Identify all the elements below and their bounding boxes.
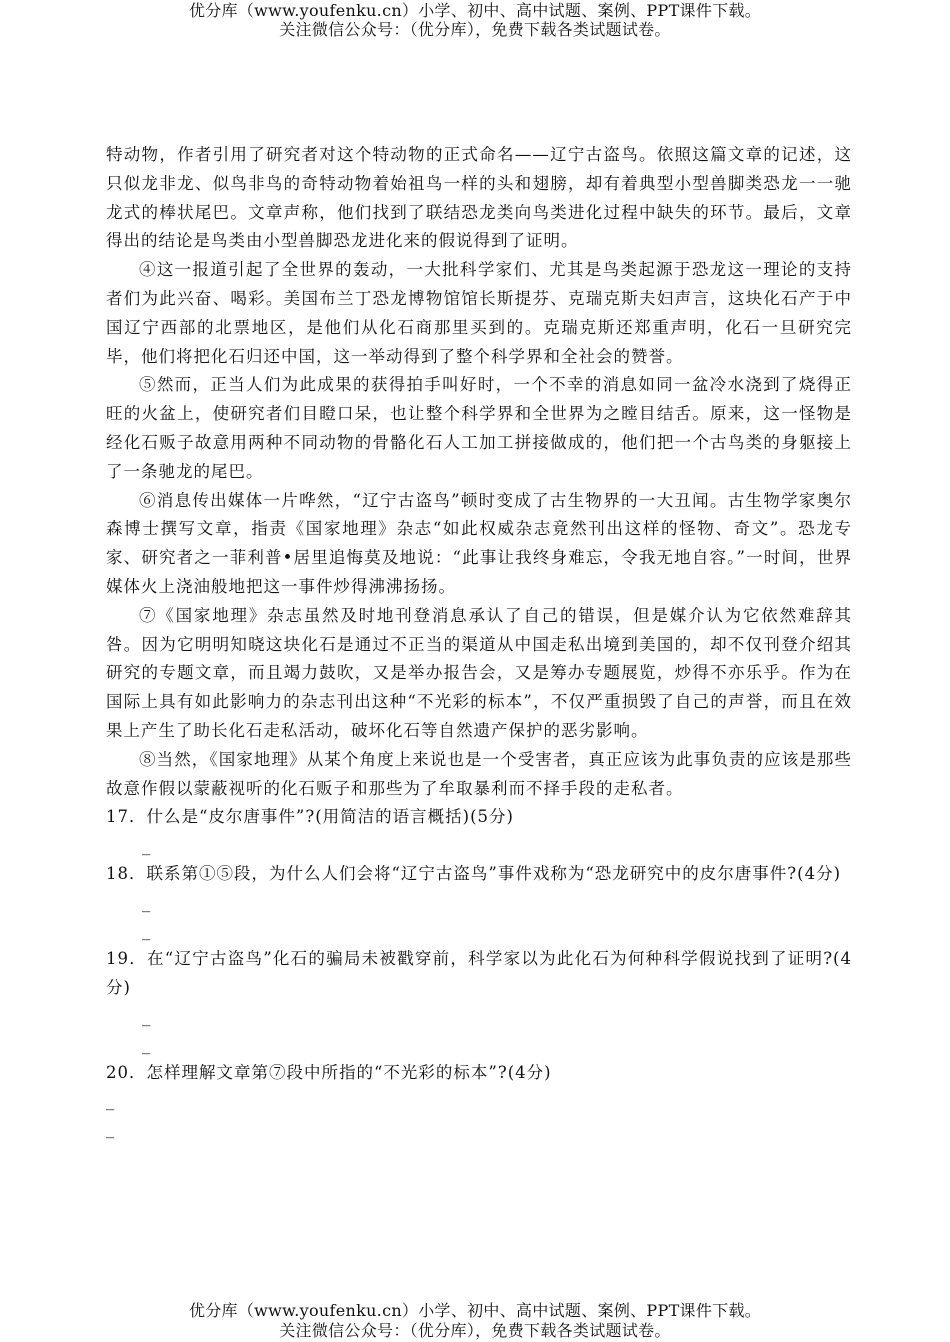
paragraph-8: ⑧当然，《国家地理》从某个角度上来说也是一个受害者，真正应该为此事负责的应该是那些故意作假以蒙蔽视听的化石贩子和那些为了牟取暴利而不择手段的走私者。 (106, 749, 852, 798)
answer-blank-19a[interactable]: _ (142, 1006, 152, 1026)
answer-blank-17[interactable]: _ (142, 836, 152, 856)
header-line-2: 关注微信公众号：（优分库），免费下载各类试题试卷。 (279, 20, 671, 39)
paragraph-5: ⑤然而，正当人们为此成果的获得拍手叫好时，一个不幸的消息如同一盆冷水浇到了烧得正旺的火盆上，使研究者们目瞪口呆，也让整个科学界和全世界为之瞠目结舌。原来，这一怪物是经化石贩子故意用两种不同动物的骨骼化石人工加工拼接做成的，他们把一个古鸟类的身躯接上了一条驰龙的尾巴。 (106, 375, 852, 481)
answer-blank-20a[interactable]: _ (106, 1091, 116, 1111)
footer-line-1: 优分库（www.youfenku.cn）小学、初中、高中试题、案例、PPT课件下载。 (188, 1301, 762, 1320)
answer-blank-18a[interactable]: _ (142, 892, 152, 912)
question-19: 19．在“辽宁古盗鸟”化石的骗局未被戳穿前，科学家以为此化石为何种科学假说找到了证明?(4分) (106, 948, 852, 997)
question-20: 20．怎样理解文章第⑦段中所指的“不光彩的标本”?(4分) (106, 1062, 552, 1082)
answer-blank-20b[interactable]: _ (106, 1119, 116, 1139)
paragraph-continued: 特动物，作者引用了研究者对这个特动物的正式命名——辽宁古盗鸟。依照这篇文章的记述，这只似龙非龙、似鸟非鸟的奇特动物着始祖鸟一样的头和翅膀，却有着典型小型兽脚类恐龙一一驰龙式的棒状尾巴。文章声称，他们找到了联结恐龙类向鸟类进化过程中缺失的环节。最后，文章得出的结论是鸟类由小型兽脚恐龙进化来的假说得到了证明。 (106, 145, 852, 251)
answer-blank-19b[interactable]: _ (142, 1034, 152, 1054)
question-18: 18．联系第①⑤段，为什么人们会将“辽宁古盗鸟”事件戏称为“恐龙研究中的皮尔唐事件?(4分) (106, 864, 842, 884)
paragraph-6: ⑥消息传出媒体一片哗然，“辽宁古盗鸟”顿时变成了古生物界的一大丑闻。古生物学家奥尔森博士撰写文章，指责《国家地理》杂志“如此权威杂志竟然刊出这样的怪物、奇文”。恐龙专家、研究者之一菲利普•居里追悔莫及地说：“此事让我终身难忘，令我无地自容。”一时间，世界媒体火上浇油般地把这一事件炒得沸沸扬扬。 (106, 490, 852, 596)
answer-blank-18b[interactable]: _ (142, 920, 152, 940)
header-line-1: 优分库（www.youfenku.cn）小学、初中、高中试题、案例、PPT课件下载。 (188, 1, 762, 20)
paragraph-4: ④这一报道引起了全世界的轰动，一大批科学家们、尤其是鸟类起源于恐龙这一理论的支持者们为此兴奋、喝彩。美国布兰丁恐龙博物馆馆长斯提芬、克瑞克斯夫妇声言，这块化石产于中国辽宁西部的北票地区，是他们从化石商那里买到的。克瑞克斯还郑重声明，化石一旦研究完毕，他们将把化石归还中国，这一举动得到了整个科学界和全社会的赞誉。 (106, 260, 852, 366)
footer-line-2: 关注微信公众号：（优分库），免费下载各类试题试卷。 (279, 1321, 671, 1340)
document-body (106, 141, 852, 1143)
paragraph-7: ⑦《国家地理》杂志虽然及时地刊登消息承认了自己的错误，但是媒介认为它依然难辞其咎。因为它明明知晓这块化石是通过不正当的渠道从中国走私出境到美国的，却不仅刊登介绍其研究的专题文章，而且竭力鼓吹，又是举办报告会，又是筹办专题展览，炒得不亦乐乎。作为在国际上具有如此影响力的杂志刊出这种“不光彩的标本”，不仅严重损毁了自己的声誉，而且在效果上产生了助长化石走私活动，破坏化石等自然遗产保护的恶劣影响。 (106, 605, 852, 740)
question-17: 17．什么是“皮尔唐事件”?(用简洁的语言概括)(5分) (106, 807, 514, 827)
